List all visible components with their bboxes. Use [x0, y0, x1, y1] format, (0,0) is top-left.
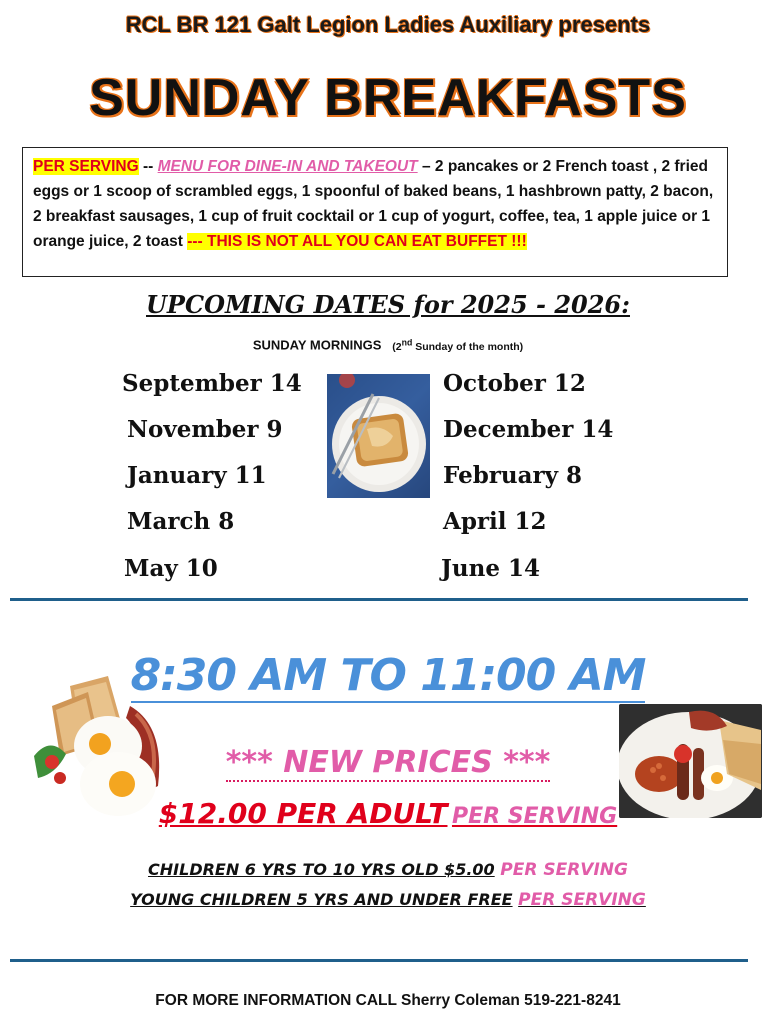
date-left-5: May 10 [124, 555, 218, 582]
per-serving-label: PER SERVING [33, 158, 139, 175]
date-right-3: February 8 [443, 462, 583, 489]
sunday-mornings-label: SUNDAY MORNINGS [252, 337, 382, 353]
menu-box [22, 147, 728, 277]
menu-label: MENU FOR DINE-IN AND TAKEOUT [157, 158, 418, 175]
contact-info: FOR MORE INFORMATION CALL Sherry Coleman 519-221-8241 [155, 992, 621, 1009]
date-left-3: January 11 [127, 462, 267, 489]
menu-separator: -- [138, 158, 158, 175]
date-left-2: November 9 [127, 416, 283, 443]
adult-price-line [0, 797, 776, 830]
children-price-line [0, 860, 776, 880]
organizer-heading: RCL BR 121 Galt Legion Ladies Auxiliary presents [125, 12, 651, 37]
adult-price: $12.00 PER ADULT [158, 797, 448, 830]
new-prices-banner: *** NEW PRICES *** [225, 745, 551, 780]
young-children-price-line [0, 890, 776, 910]
adult-per-serving: PER SERVING [451, 804, 618, 829]
divider-bottom [10, 959, 748, 962]
date-right-2: December 14 [443, 416, 614, 443]
french-toast-photo [327, 374, 430, 498]
children-price: CHILDREN 6 YRS TO 10 YRS OLD $5.00 [148, 860, 495, 879]
children-per-serving: PER SERVING [500, 860, 628, 880]
event-hours: 8:30 AM TO 11:00 AM [130, 650, 646, 701]
divider-top [10, 598, 748, 601]
page-title: SUNDAY BREAKFASTS [89, 69, 687, 127]
buffet-warning: --- THIS IS NOT ALL YOU CAN EAT BUFFET !!! [187, 233, 527, 250]
sunday-mornings-paren: (2nd Sunday of the month) [392, 337, 524, 353]
young-children-per-serving: PER SERVING [518, 890, 646, 910]
sunday-mornings-note [0, 337, 776, 353]
upcoming-dates-heading: UPCOMING DATES for 2025 - 2026: [146, 290, 630, 319]
menu-items: – 2 pancakes or 2 French toast , 2 fried eggs or 1 scoop of scrambled eggs, 1 spoonful of baked beans, 1 hashbrown patty, 2 bacon, 2 breakfast sausages, 1 cup of fruit cocktail or 1 cup of yogurt, coffee, tea, 1 apple juice or 1 orange juice, 2 toast [33, 158, 714, 250]
young-children-price: YOUNG CHILDREN 5 YRS AND UNDER FREE [130, 890, 513, 909]
date-right-4: April 12 [443, 508, 547, 535]
date-right-5: June 14 [441, 555, 540, 582]
date-left-4: March 8 [127, 508, 235, 535]
date-left-1: September 14 [122, 370, 302, 397]
date-right-1: October 12 [443, 370, 586, 397]
